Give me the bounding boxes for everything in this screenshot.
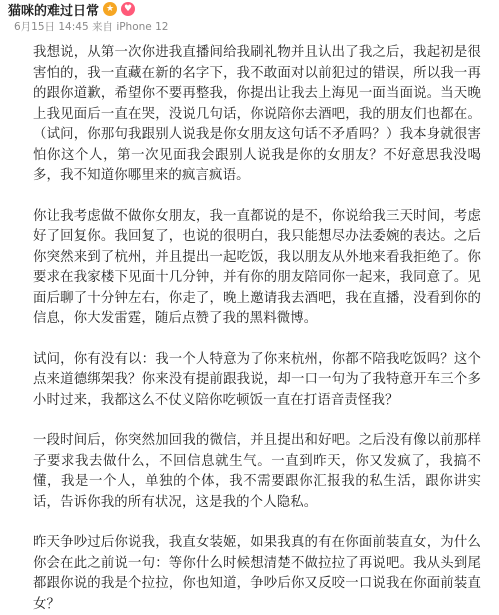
vip-badge-icon: ★ (103, 2, 117, 16)
post-paragraph-4: 一段时间后，你突然加回我的微信，并且提出和好吧。之后没有像以前那样子要求我去做什么，不回信息就生气。一直到昨天，你又发疯了，我搞不懂，我是一个人，单独的个体，我不需要跟你汇报我的私生活，跟你讲实话，告诉你我的所有状况，这是我的个人隐私。 (33, 433, 481, 510)
post-meta: 6月15日 14:45 来自 iPhone 12 (14, 21, 169, 33)
post-paragraph-2: 你让我考虑做不做你女朋友，我一直都说的是不，你说给我三天时间，考虑好了回复你。我回复了，也说的很明白，我只能想尽办法委婉的表达。之后你突然来到了杭州，并且提出一起吃饭，我以朋友从外地来看我拒绝了。你要求在我家楼下见面十几分钟，并有你的朋友陪同你一起来，我同意了。见面后聊了十分钟左右，你走了，晚上邀请我去酒吧，我在直播，没看到你的信息，你大发雷霆，随后点赞了我的黑料微博。 (33, 208, 481, 326)
post-header (0, 0, 499, 38)
heart-badge-icon: ♥ (121, 2, 135, 16)
username-row (8, 0, 135, 18)
post-content (33, 43, 481, 615)
username[interactable]: 猫咪的难过日常 (8, 3, 100, 19)
post-paragraph-5: 昨天争吵过后你说我，我直女装姬，如果我真的有在你面前装直女，为什么你会在此之前说一句：等你什么时候想清楚不做拉拉了再说吧。我从头到尾都跟你说的我是个拉拉，你也知道，争吵后你又反咬一口说我在你面前装直女？ (33, 535, 481, 612)
post-paragraph-3: 试问，你有没有以：我一个人特意为了你来杭州，你都不陪我吃饭吗？这个点来道德绑架我？你来没有提前跟我说，却一口一句为了我特意开车三个多小时过来，我都这么不仗义陪你吃顿饭一直在打语音责怪我？ (33, 351, 481, 408)
post-paragraph-1: 我想说，从第一次你进我直播间给我刷礼物并且认出了我之后，我起初是很害怕的，我一直藏在新的名字下，我不敢面对以前犯过的错误，所以我一再的跟你道歉，希望你不要再整我，你提出让我去上海见一面当面说。当天晚上我见面后一直在哭，没说几句话，你说陪你去酒吧，我的朋友们也都在。（试问，你那句我跟别人说我是你女朋友这句话不矛盾吗？）我本身就很害怕你这个人，第一次见面我会跟别人说我是你的女朋友？不好意思我没喝多，我不知道你哪里来的疯言疯语。 (33, 45, 481, 183)
